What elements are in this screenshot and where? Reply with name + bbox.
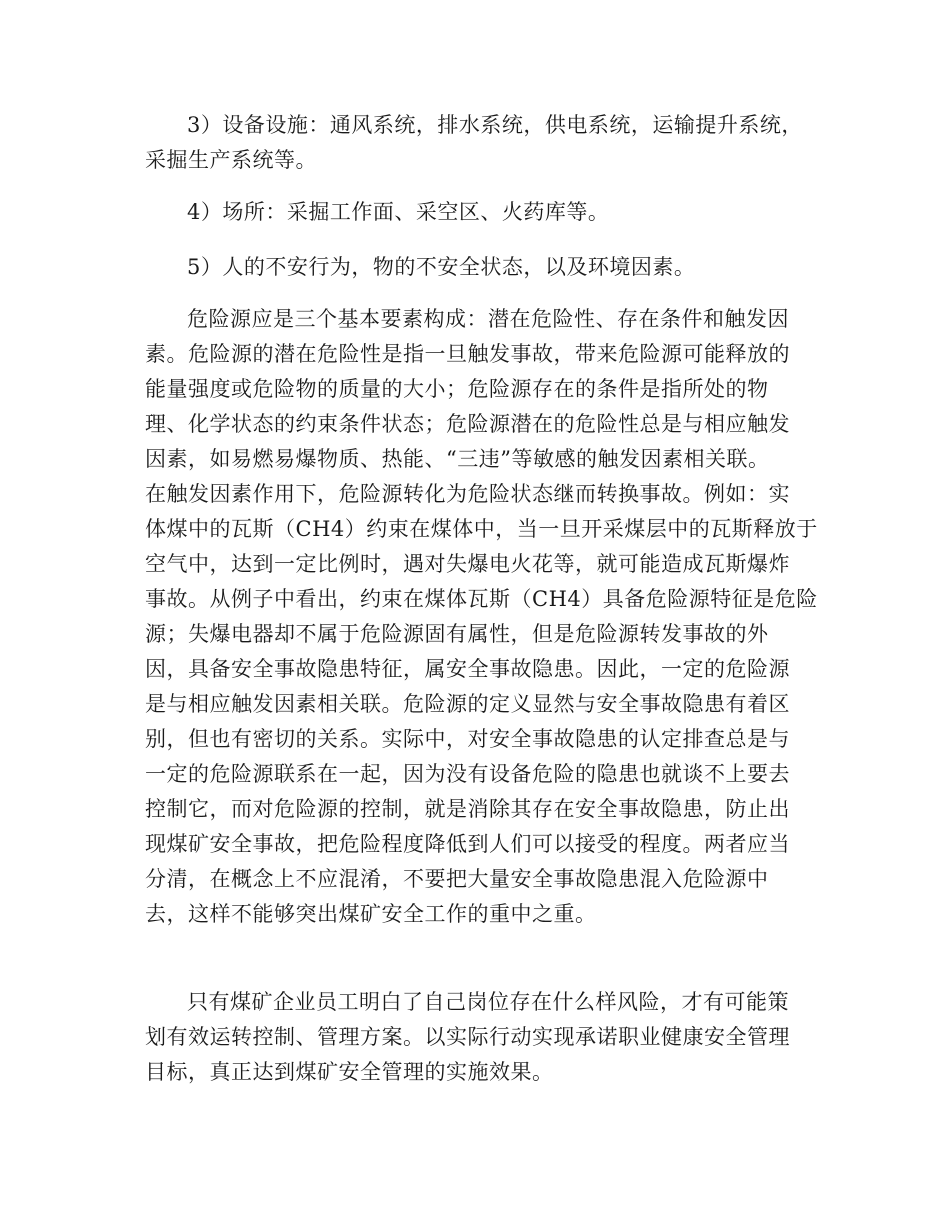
paragraph-line: 控制它，而对危险源的控制，就是消除其存在安全事故隐患，防止出 [145,797,790,821]
paragraph-line: 目标，真正达到煤矿安全管理的实施效果。 [145,1060,554,1084]
paragraph-line: 源；失爆电器却不属于危险源固有属性，但是危险源转发事故的外 [145,622,769,646]
paragraph-hazard-source-elements [145,302,818,932]
paragraph-line: 在触发因素作用下，危险源转化为危险状态继而转换事故。例如：实 [145,482,790,506]
paragraph-line: 4）场所：采掘工作面、采空区、火药库等。 [187,200,610,224]
paragraph-line: 现煤矿安全事故，把危险程度降低到人们可以接受的程度。两者应当 [145,832,790,856]
paragraph-line: 只有煤矿企业员工明白了自己岗位存在什么样风险，才有可能策 [187,990,789,1014]
paragraph-line: 空气中，达到一定比例时，遇对失爆电火花等，就可能造成瓦斯爆炸 [145,552,790,576]
paragraph-line: 去，这样不能够突出煤矿安全工作的重中之重。 [145,902,597,926]
paragraph-line: 3）设备设施：通风系统，排水系统，供电系统，运输提升系统， [187,113,803,137]
paragraph-line: 采掘生产系统等。 [145,148,317,172]
paragraph-line: 能量强度或危险物的质量的大小；危险源存在的条件是指所处的物 [145,377,769,401]
paragraph-line: 因，具备安全事故隐患特征，属安全事故隐患。因此，一定的危险源 [145,657,790,681]
paragraph-line: 理、化学状态的约束条件状态；危险源潜在的危险性总是与相应触发 [145,412,790,436]
paragraph-line: 素。危险源的潜在危险性是指一旦触发事故，带来危险源可能释放的 [145,342,790,366]
paragraph-line: 事故。从例子中看出，约束在煤体瓦斯（CH4）具备危险源特征是危险 [145,587,818,611]
paragraph-line: 体煤中的瓦斯（CH4）约束在煤体中，当一旦开采煤层中的瓦斯释放于 [145,517,818,541]
paragraph-line: 别，但也有密切的关系。实际中，对安全事故隐患的认定排查总是与 [145,727,790,751]
paragraph-line: 因素，如易燃易爆物质、热能、“三违”等敏感的触发因素相关联。 [145,447,770,471]
paragraph-equipment-facilities [145,108,803,178]
paragraph-line: 是与相应触发因素相关联。危险源的定义显然与安全事故隐患有着区 [145,692,790,716]
paragraph-line: 一定的危险源联系在一起，因为没有设备危险的隐患也就谈不上要去 [145,762,790,786]
paragraph-conclusion [145,985,790,1090]
paragraph-human-factors [187,250,695,285]
paragraph-line: 5）人的不安行为，物的不安全状态，以及环境因素。 [187,255,696,279]
paragraph-line: 划有效运转控制、管理方案。以实际行动实现承诺职业健康安全管理 [145,1025,790,1049]
paragraph-places [187,195,609,230]
paragraph-line: 分清，在概念上不应混淆，不要把大量安全事故隐患混入危险源中 [145,867,769,891]
paragraph-line: 危险源应是三个基本要素构成：潜在危险性、存在条件和触发因 [187,307,789,331]
